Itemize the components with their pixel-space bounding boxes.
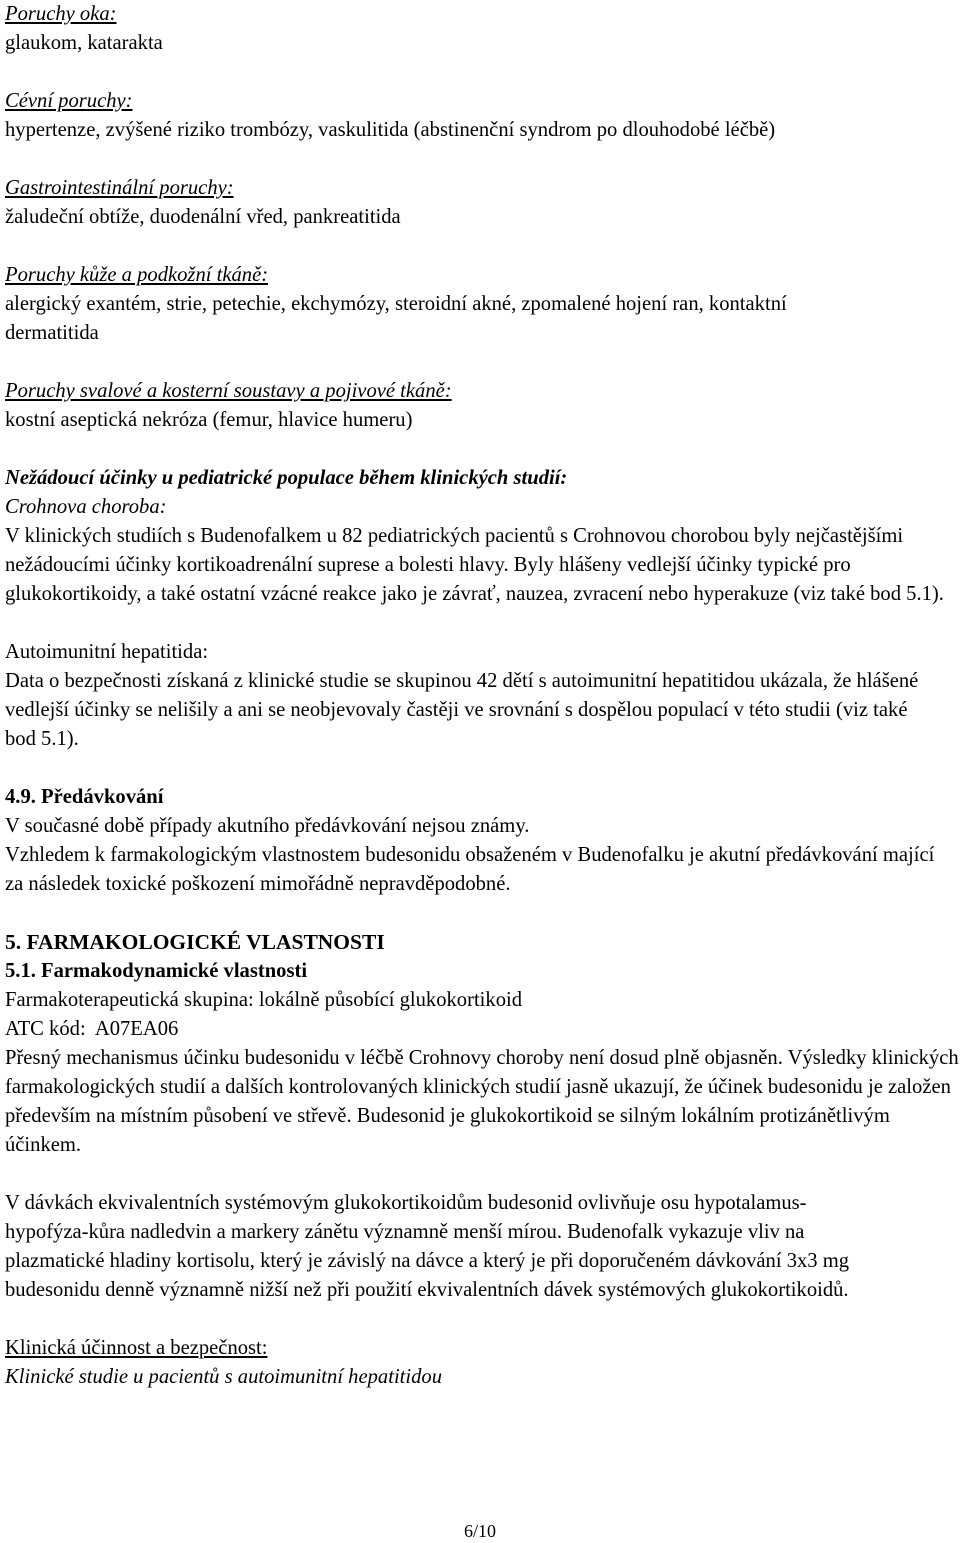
page-number: 6/10 xyxy=(463,1521,496,1541)
subheading-clinical-studies-aih: Klinické studie u pacientů s autoimunitní hepatitidou xyxy=(5,1366,442,1388)
section-heading-vascular-disorders: Cévní poruchy: xyxy=(5,90,133,112)
paragraph-vascular-disorders: hypertenze, zvýšené riziko trombózy, vaskulitida (abstinenční syndrom po dlouhodobé léčbě) xyxy=(5,119,776,141)
heading-pharmacological-properties: 5. FARMAKOLOGICKÉ VLASTNOSTI xyxy=(5,930,385,954)
paragraph-musculoskeletal: kostní aseptická nekróza (femur, hlavice humeru) xyxy=(5,409,413,431)
paragraph-systemic-effects: V dávkách ekvivalentních systémovým glukokortikoidům budesonid ovlivňuje osu hypotalamus-hypofýza-kůra nadledvin a markery zánětu významně menší mírou. Budenofalk vykazuje vliv na plazmatické hladiny kortisolu, který je závislý na dávce a který je při doporučeném dávkování 3x3 mg budesonidu denně významně nižší než při použití ekvivalentních dávek systémových glukokortikoidů. xyxy=(5,1192,850,1301)
heading-pharmacodynamic-properties: 5.1. Farmakodynamické vlastnosti xyxy=(5,960,308,982)
paragraph-mechanism: Přesný mechanismus účinku budesonidu v léčbě Crohnovy choroby není dosud plně objasněn. Výsledky klinických farmakologických studií a dalších kontrolovaných klinických studií jasně ukazují, že účinek budesonidu je založen především na místním působení ve střevě. Budesonid je glukokortikoid se silným lokálním protizánětlivým účinkem. xyxy=(5,1047,959,1156)
section-heading-musculoskeletal: Poruchy svalové a kosterní soustavy a pojivové tkáně: xyxy=(5,380,452,402)
subheading-autoimmune-hepatitis: Autoimunitní hepatitida: xyxy=(5,641,209,663)
paragraph-pharmacotherapeutic-group: Farmakoterapeutická skupina: lokálně působící glukokortikoid xyxy=(5,989,523,1011)
heading-clinical-efficacy: Klinická účinnost a bezpečnost: xyxy=(5,1337,268,1359)
paragraph-skin-disorders: alergický exantém, strie, petechie, ekchymózy, steroidní akné, zpomalené hojení ran, kontaktní dermatitida xyxy=(5,293,787,344)
document-page xyxy=(5,0,959,1392)
section-heading-gi-disorders: Gastrointestinální poruchy: xyxy=(5,177,234,199)
paragraph-eye-disorders: glaukom, katarakta xyxy=(5,32,163,54)
section-heading-pediatric: Nežádoucí účinky u pediatrické populace během klinických studií: xyxy=(5,467,568,489)
subheading-crohn: Crohnova choroba: xyxy=(5,496,167,518)
paragraph-autoimmune-hepatitis: Data o bezpečnosti získaná z klinické studie se skupinou 42 dětí s autoimunitní hepatitidou ukázala, že hlášené vedlejší účinky se nelišily a ani se neobjevovaly častěji ve srovnání s dospělou populací v této studii (viz také bod 5.1). xyxy=(5,670,919,750)
paragraph-overdose-1: V současné době případy akutního předávkování nejsou známy. xyxy=(5,815,530,837)
paragraph-crohn: V klinických studiích s Budenofalkem u 82 pediatrických pacientů s Crohnovou chorobou byly nejčastějšími nežádoucími účinky kortikoadrenální suprese a bolesti hlavy. Byly hlášeny vedlejší účinky typické pro glukokortikoidy, a také ostatní vzácné reakce jako je závrať, nauzea, zvracení nebo hyperakuze (viz také bod 5.1). xyxy=(5,525,944,605)
section-heading-eye-disorders: Poruchy oka: xyxy=(5,3,117,25)
paragraph-gi-disorders: žaludeční obtíže, duodenální vřed, pankreatitida xyxy=(5,206,401,228)
paragraph-atc-code: ATC kód: A07EA06 xyxy=(5,1018,179,1040)
paragraph-overdose-2: Vzhledem k farmakologickým vlastnostem budesonidu obsaženém v Budenofalku je akutní předávkování mající za následek toxické poškození mimořádně nepravděpodobné. xyxy=(5,844,935,895)
heading-overdose: 4.9. Předávkování xyxy=(5,786,164,808)
section-heading-skin-disorders: Poruchy kůže a podkožní tkáně: xyxy=(5,264,269,286)
